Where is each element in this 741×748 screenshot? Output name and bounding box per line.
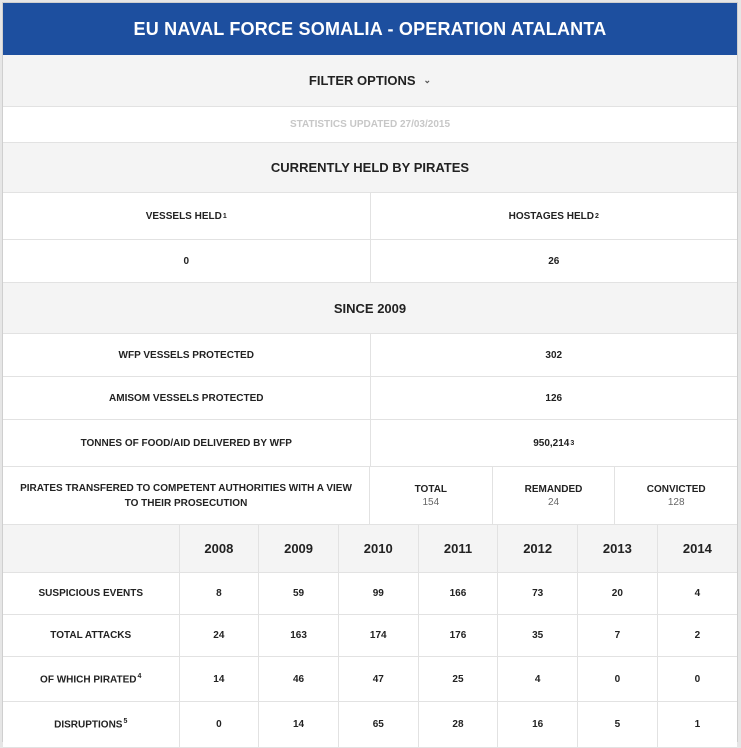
table-cell: 4 bbox=[498, 657, 578, 702]
page-title: EU NAVAL FORCE SOMALIA - OPERATION ATALANTA bbox=[3, 3, 737, 55]
table-cell: 47 bbox=[338, 657, 418, 702]
table-corner bbox=[3, 525, 179, 573]
table-cell: 73 bbox=[498, 573, 578, 615]
pirates-transferred-row bbox=[3, 467, 737, 525]
table-cell: 166 bbox=[418, 573, 498, 615]
food-delivered-value: 950,214 3 bbox=[370, 420, 738, 466]
table-cell: 4 bbox=[657, 573, 737, 615]
table-cell: 65 bbox=[338, 702, 418, 748]
table-row bbox=[3, 657, 737, 702]
table-cell: 1 bbox=[657, 702, 737, 748]
held-labels-row bbox=[3, 193, 737, 240]
pirates-total: TOTAL 154 bbox=[369, 467, 492, 524]
pirates-convicted: CONVICTED 128 bbox=[614, 467, 737, 524]
filter-options-label: FILTER OPTIONS bbox=[308, 73, 416, 88]
table-cell: 176 bbox=[418, 615, 498, 657]
hostages-held-label: HOSTAGES HELD 2 bbox=[370, 193, 738, 239]
year-header: 2014 bbox=[657, 525, 737, 573]
table-cell: 14 bbox=[179, 657, 259, 702]
table-cell: 35 bbox=[498, 615, 578, 657]
amisom-vessels-value: 126 bbox=[370, 377, 738, 419]
table-cell: 25 bbox=[418, 657, 498, 702]
wfp-vessels-value: 302 bbox=[370, 334, 738, 376]
amisom-row bbox=[3, 377, 737, 420]
table-cell: 20 bbox=[578, 573, 658, 615]
table-cell: 99 bbox=[338, 573, 418, 615]
table-cell: 59 bbox=[259, 573, 339, 615]
row-label: OF WHICH PIRATED$^4$ bbox=[3, 657, 179, 702]
food-delivered-label: TONNES OF FOOD/AID DELIVERED BY WFP bbox=[80, 437, 292, 449]
year-header: 2011 bbox=[418, 525, 498, 573]
table-cell: 5 bbox=[578, 702, 658, 748]
wfp-row bbox=[3, 334, 737, 377]
table-cell: 0 bbox=[657, 657, 737, 702]
food-row bbox=[3, 420, 737, 467]
table-cell: 0 bbox=[179, 702, 259, 748]
row-label: DISRUPTIONS$^5$ bbox=[3, 702, 179, 748]
table-cell: 16 bbox=[498, 702, 578, 748]
statistics-updated-text: STATISTICS UPDATED 27/03/2015 bbox=[3, 107, 737, 143]
table-row bbox=[3, 615, 737, 657]
wfp-vessels-label: WFP VESSELS PROTECTED bbox=[118, 349, 254, 361]
filter-options-toggle[interactable] bbox=[3, 55, 737, 107]
table-cell: 0 bbox=[578, 657, 658, 702]
table-cell: 174 bbox=[338, 615, 418, 657]
table-row bbox=[3, 573, 737, 615]
table-row bbox=[3, 702, 737, 748]
section-title-held: CURRENTLY HELD BY PIRATES bbox=[3, 143, 737, 193]
table-cell: 8 bbox=[179, 573, 259, 615]
yearly-stats-table bbox=[3, 525, 737, 748]
vessels-held-label: VESSELS HELD 1 bbox=[145, 210, 227, 222]
table-cell: 24 bbox=[179, 615, 259, 657]
year-header: 2008 bbox=[179, 525, 259, 573]
table-cell: 2 bbox=[657, 615, 737, 657]
table-cell: 46 bbox=[259, 657, 339, 702]
hostages-held-value: 26 bbox=[370, 240, 738, 282]
chevron-down-icon: ⌄ bbox=[423, 75, 432, 85]
amisom-vessels-label: AMISOM VESSELS PROTECTED bbox=[109, 392, 264, 404]
year-header: 2010 bbox=[338, 525, 418, 573]
year-header: 2012 bbox=[498, 525, 578, 573]
table-header-row bbox=[3, 525, 737, 573]
held-values-row bbox=[3, 240, 737, 283]
table-cell: 28 bbox=[418, 702, 498, 748]
row-label: SUSPICIOUS EVENTS bbox=[3, 573, 179, 615]
pirates-remanded: REMANDED 24 bbox=[492, 467, 615, 524]
section-title-since: SINCE 2009 bbox=[3, 283, 737, 334]
year-header: 2013 bbox=[578, 525, 658, 573]
table-cell: 163 bbox=[259, 615, 339, 657]
table-cell: 14 bbox=[259, 702, 339, 748]
row-label: TOTAL ATTACKS bbox=[3, 615, 179, 657]
table-cell: 7 bbox=[578, 615, 658, 657]
pirates-transferred-label: PIRATES TRANSFERED TO COMPETENT AUTHORITIES WITH A VIEW TO THEIR PROSECUTION bbox=[20, 482, 352, 509]
stats-panel bbox=[2, 2, 738, 742]
vessels-held-value: 0 bbox=[183, 255, 190, 267]
year-header: 2009 bbox=[259, 525, 339, 573]
